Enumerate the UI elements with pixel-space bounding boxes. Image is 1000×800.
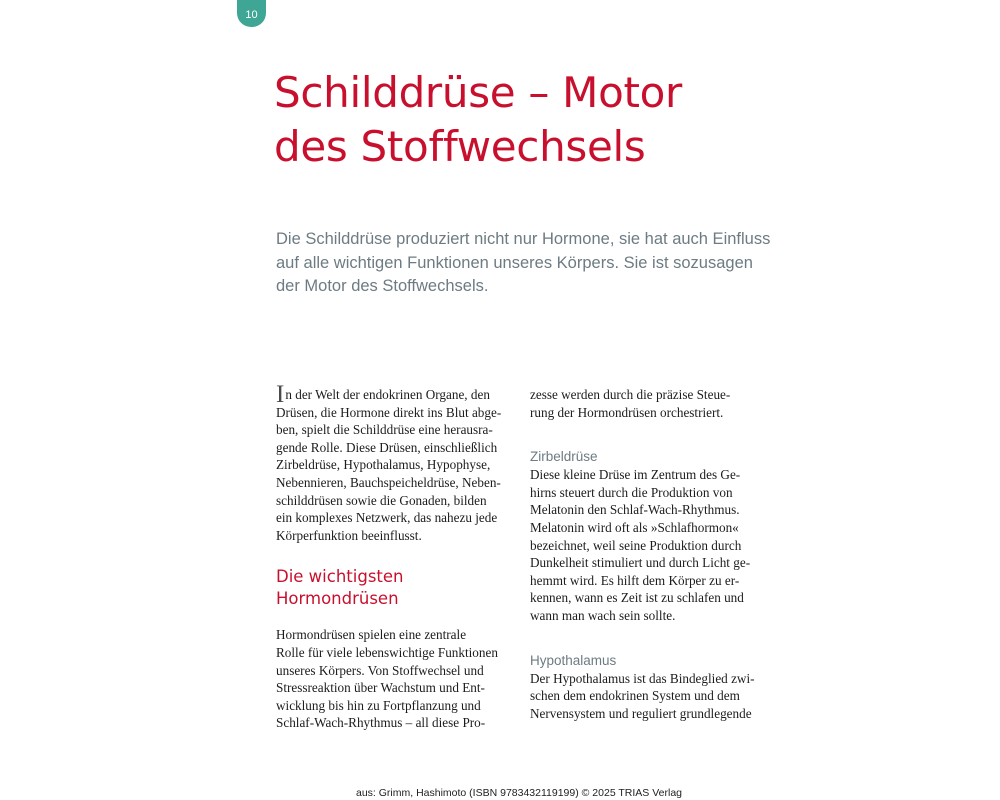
page-title: [274, 66, 834, 174]
paragraph-line: hemmt wird. Es hilft dem Körper zu er-: [530, 572, 740, 588]
heading-line: Die wichtigsten: [276, 567, 404, 587]
paragraph-line: zesse werden durch die präzise Steue-: [530, 387, 731, 402]
paragraph-line: ben, spielt die Schilddrüse eine herausra-: [276, 422, 493, 438]
paragraph-line: Hormondrüsen spielen eine zentrale: [276, 627, 467, 643]
paragraph-line: Melatonin wird oft als »Schlafhormon«: [530, 519, 739, 535]
dropcap: I: [276, 381, 285, 408]
paragraph-line: rung der Hormondrüsen orchestriert.: [530, 404, 724, 420]
paragraph-line: Der Hypothalamus ist das Bindeglied zwi-: [530, 670, 755, 686]
paragraph-line: bezeichnet, weil seine Produktion durch: [530, 537, 742, 553]
title-line: Schilddrüse – Motor: [274, 68, 683, 117]
paragraph-line: Nebennieren, Bauchspeicheldrüse, Neben-: [276, 474, 501, 490]
title-line: des Stoffwechsels: [274, 122, 646, 171]
left-column: [276, 381, 516, 732]
right-column: [530, 386, 770, 722]
paragraph-line: [276, 381, 516, 408]
paragraph-line: schen dem endokrinen System und dem: [530, 688, 740, 704]
subheading-zirbeldruese: Zirbeldrüse: [530, 449, 598, 465]
section-heading: [276, 566, 516, 610]
page-number: 10: [245, 8, 258, 21]
paragraph-text: n der Welt der endokrinen Organe, den: [285, 387, 490, 402]
paragraph-line: Stressreaktion über Wachstum und Ent-: [276, 680, 485, 696]
paragraph-line: kennen, wann es Zeit ist zu schlafen und: [530, 590, 744, 606]
paragraph-line: Nervensystem und reguliert grundlegende: [530, 705, 752, 721]
paragraph-line: Schlaf-Wach-Rhythmus – all diese Pro-: [276, 715, 486, 731]
paragraph-line: hirns steuert durch die Produktion von: [530, 484, 733, 500]
paragraph-line: Dunkelheit stimuliert und durch Licht ge-: [530, 555, 751, 571]
paragraph-line: Rolle für viele lebenswichtige Funktionen: [276, 644, 498, 660]
copyright-footer: aus: Grimm, Hashimoto (ISBN 9783432119199) © 2025 TRIAS Verlag: [355, 787, 682, 799]
subheading-hypothalamus: Hypothalamus: [530, 652, 617, 668]
paragraph-line: unseres Körpers. Von Stoffwechsel und: [276, 662, 484, 678]
heading-line: Hormondrüsen: [276, 589, 399, 609]
paragraph-line: wicklung bis hin zu Fortpflanzung und: [276, 697, 481, 713]
intro-text: Die Schilddrüse produziert nicht nur Hormone, sie hat auch Einfluss auf alle wichtigen Funktionen unseres Körpers. Sie ist sozusagen der Motor des Stoffwechsels.: [276, 230, 771, 295]
paragraph-line: Diese kleine Drüse im Zentrum des Ge-: [530, 467, 741, 483]
paragraph-line: Körperfunktion beeinflusst.: [276, 527, 422, 543]
paragraph-line: schilddrüsen sowie die Gonaden, bilden: [276, 492, 487, 508]
paragraph-line: Drüsen, die Hormone direkt ins Blut abge-: [276, 404, 502, 420]
paragraph-line: gende Rolle. Diese Drüsen, einschließlich: [276, 439, 498, 455]
paragraph-line: Zirbeldrüse, Hypothalamus, Hypophyse,: [276, 457, 491, 473]
paragraph-line: Melatonin den Schlaf-Wach-Rhythmus.: [530, 502, 740, 518]
page-number-badge: [237, 0, 266, 27]
paragraph-line: ein komplexes Netzwerk, das nahezu jede: [276, 510, 498, 526]
paragraph-line: wann man wach sein sollte.: [530, 607, 676, 623]
